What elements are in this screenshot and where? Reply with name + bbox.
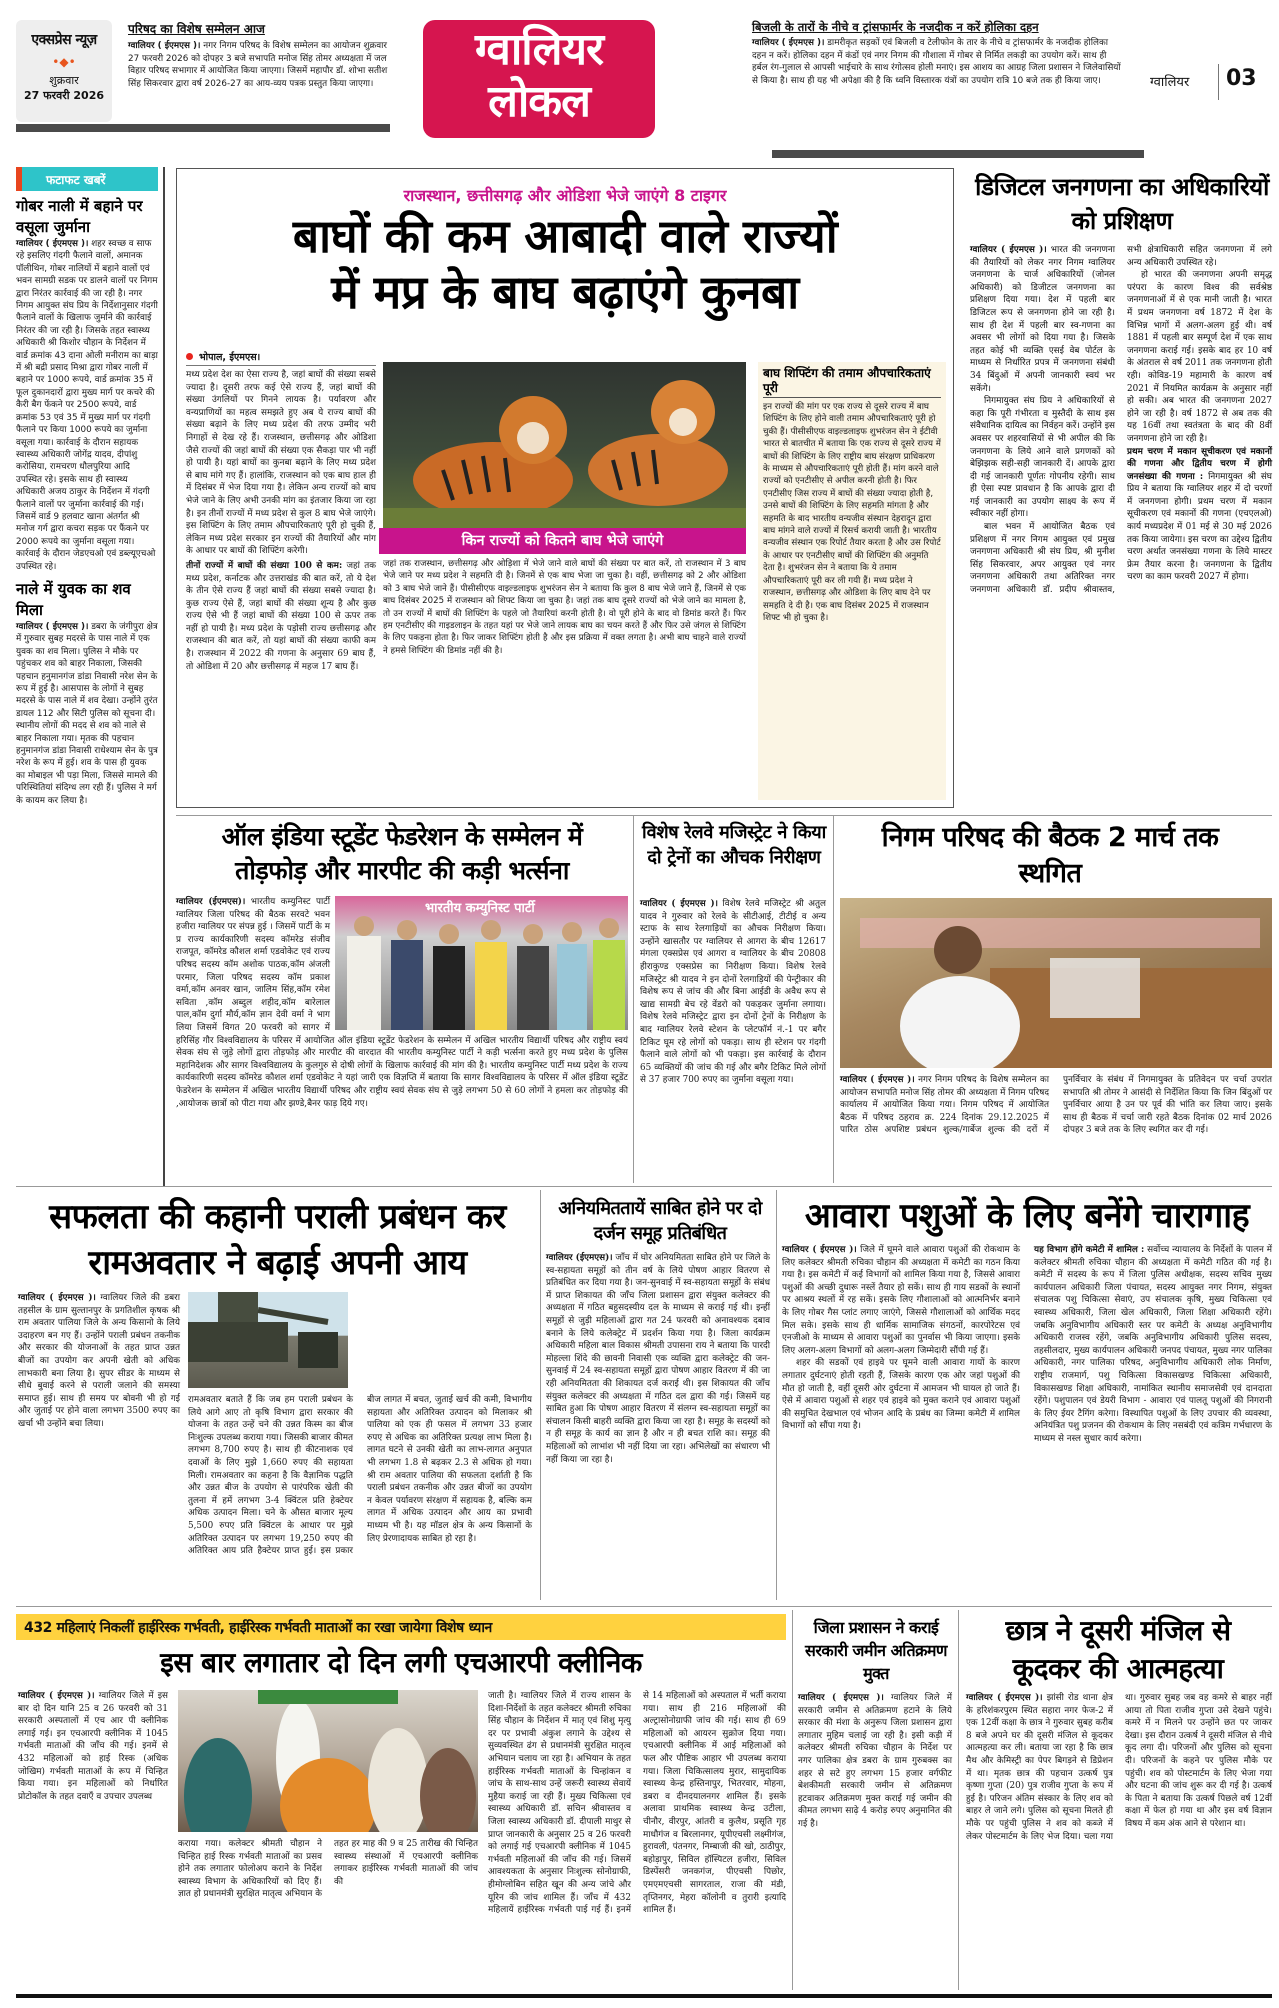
dateline: ग्वालियर ( ईएमएस )। bbox=[18, 1293, 96, 1303]
dateline: ग्वालियर (ईएमएस)। bbox=[176, 897, 246, 907]
caption-story: जहां तक राजस्थान, छत्तीसगढ़ और ओड़िशा में भेजे जाने वाले बाघों की संख्या पर बात करें, तो राजस्थान में 3 बाघ भेजे जाने पर मध्य प्रदेश ने सहमति दी है। जिनमें से एक बाघ भेजा जा चुका है। वहीं, छत्तीसगढ़ को 2 और ओडिशा को 3 बाघ भेजे जाने हैं। पीसीसीएफ वाइल्डलाइफ शुभरंजन सेन ने बताया कि कुल 8 बाघ भेजे जाने हैं, जिनमें से एक बाघ दिसंबर 2025 में राजस्थान को शिफ्ट किया जा चुका है। जहां तक बाघ दूसरे राज्यों को भेजे जाने का मामला है, तो उन राज्यों में बाघों की शिफ्टिंग के पहले जो तैयारियां करनी होती है। वो पूरी होने के बाद वो डिमांड करते हैं। फिर हम एनटीसीए की गाइडलाइन के तहत यहां पर भेजे जाने लायक बाघ का चयन करते हैं और फिर उसे जंगल से शिफ्टिंग के लिए पकड़ना होता है। फिर जाकर शिफ्टिंग होती है और इस प्रक्रिया में वक्त लगता है। अभी बाघ चाहने वाले राज्यों ने हमसे शिफ्टिंग की डिमांड नहीं की है। bbox=[383, 559, 746, 656]
column-divider bbox=[776, 1190, 777, 1600]
column-divider bbox=[833, 815, 834, 1183]
census-body bbox=[970, 244, 1272, 597]
dateline: ग्वालियर (ईएमएस)। bbox=[546, 1253, 613, 1263]
sidebar-divider bbox=[163, 167, 165, 1187]
masthead-bar-left bbox=[16, 124, 390, 132]
row3-divider bbox=[16, 1186, 1272, 1187]
sidebar-story-2-headline: नाले में युवक का शव मिला bbox=[16, 579, 131, 619]
column-divider bbox=[633, 815, 634, 1183]
lead-headline-line-2: में मप्र के बाघ बढ़ाएंगे कुनबा bbox=[331, 265, 799, 319]
sidebar bbox=[16, 167, 158, 807]
census-subhead: प्रथम चरण में मकान सूचीकरण एवं मकानों की गणना और द्वितीय चरण में होगी जनसंख्या की गणना : bbox=[1127, 446, 1272, 482]
census-p3: बाल भवन में आयोजित बैठक एवं प्रशिक्षण में नगर निगम आयुक्त एवं प्रमुख जनगणना अधिकारी श्री संघ प्रिय, श्री मुनीश सिंह सिकरवार, अपर आयुक्त एवं नगर जनगणना अधिकारी तथा अतिरिक्त नगर जनगणना अधिकारी डॉ. प्रदीप श्रीवास्तव, सभी क्षेत्राधिकारी सहित जनगणना में लगे अन्य अधिकारी उपस्थित रहे। bbox=[970, 245, 1272, 596]
column-divider bbox=[540, 1190, 541, 1600]
stubble-body-cols: रामअवतार बताते हैं कि जब हम पराली प्रबंधन के लिये आगे आए तो कृषि विभाग द्वारा सरकार की योजना के तहत उन्हें चने की उन्नत किस्म का बीज निःशुल्क उपलब्ध कराया गया। जिसकी बाजार कीमत लगभग 8,700 रुपए है। साथ ही कीटनाशक एवं दवाओं के लिए मुझे 1,660 रुपए की सहायता मिली। रामअवतार का कहना है कि वैज्ञानिक पद्धति और उन्नत बीज के उपयोग से पारंपरिक खेती की तुलना में हमें लगभग 3-4 क्विंटल प्रति हेक्टेयर अधिक उत्पादन मिला। चने के औसत बाजार मूल्य 5,500 रुपए प्रति क्विंटल के आधार पर मुझे अतिरिक्त उत्पादन पर लगभग 19,250 रुपए की अतिरिक्त आय प्रति हैक्टेयर प्राप्त हुई। इस प्रकार बीज लागत में बचत, जुताई खर्च की कमी, विभागीय सहायता और अतिरिक्त उत्पादन को मिलाकर श्री पालिया को एक ही फसल में लगभग 33 हजार रुपए से अधिक का अतिरिक्त प्रत्यक्ष लाभ मिला है। लागत घटने से उनकी खेती का लाभ-लागत अनुपात भी लगभग 1.8 से बढ़कर 2.3 से अधिक हो गया। श्री राम अवतार पालिया की सफलता दर्शाती है कि पराली प्रबंधन तकनीक और उन्नत बीजों का उपयोग न केवल पर्यावरण संरक्षण में सहायक है, बल्कि कम लागत में अधिक उत्पादन और आय का प्रभावी माध्यम भी है। यह मॉडल क्षेत्र के अन्य किसानों के लिए प्रेरणादायक साबित हो रहा है। bbox=[188, 1395, 532, 1557]
top-brief-right-body: डामरीकृत सड़कों एवं बिजली व टेलीफोन के तार के नीचे व ट्रांसफार्मर के नजदीक होलिका दहन न करें। होलिका दहन में कंडों एवं नगर निगम की गौशाला में गोबर से निर्मित लकड़ी का उपयोग करें। साथ ही हर्बल रंग-गुलाल से आपसी भाईचारे के साथ रंगोत्सव होली मनाएं। इस आशय का आग्रह जिला प्रशासन ने जिलेवासियों से किया है। साथ ही यह भी अपेक्षा की है कि ध्वनि विस्तारक यंत्रों का उपयोग रात्रि 10 बजे तक ही किया जाए। bbox=[752, 38, 1121, 86]
top-brief-left-headline: परिषद का विशेष सम्मेलन आज bbox=[128, 22, 265, 36]
stray-p2: शहर की सडकों एवं हाइवे पर घूमने वाली आवारा गायों के कारण लगातार दुर्घटनाएं होती रहती हैं, जिसके कारण एक ओर जहां पशुओं की मौत हो जाती है, वहीं दूसरी ओर दुर्घटना में आमजन भी घायल हो जाते हैं। ऐसे में आवारा पशुओं से शहर एवं हाइवे को मुक्त कराने एवं आवारा पशुओं की समुचित देखभाल एवं भोजन आदि के प्रबंध का जिम्मा कमेटी में शामिल विभागों को सौंपा गया है। bbox=[782, 1358, 1020, 1432]
red-bullet-icon bbox=[186, 353, 193, 360]
logo-line-1: ग्वालियर bbox=[475, 24, 603, 75]
stray-text: जिले में घूमने वाले आवारा पशुओं की रोकथाम के लिए कलेक्टर श्रीमती रुचिका चौहान की अध्यक्षता में कमेटी का गठन किया गया है। इस कमेटी में कई विभागों को शामिल किया गया है, जिससे आवारा पशुओं की अच्छी दुधारू नस्लें तैयार हो सकें। साथ ही गाय सडकों के स्थानों पर आश्रय स्थलों में रह सकें। इसके लिए गौशालाओं को आत्मनिर्भर बनाने के लिए गोबर गैस प्लांट लगाए जाएंगे, जिससे गौशालाओं को आर्थिक मदद मिल सके। इसके साथ ही धार्मिक सामाजिक संगठनों, कारपोरेटस एवं एनजीओ के माध्यम से आवारा पशुओं का पुनर्वास भी किया जाएगा। इसके लिए अलग-अलग विभागों को अलग-अलग जिम्मेदारी सौंपी गई हैं। bbox=[782, 1245, 1021, 1356]
hrp-body-under-photo: कराया गया। कलेक्टर श्रीमती चौहान ने चिन्हित हाई रिस्क गर्भवती माताओं का प्रसव होने तक लगातार फोलोअप कराने के निर्देश स्वास्थ्य विभाग के अधिकारियों को दिए हैं। ज्ञात हो प्रधानमंत्री सुरक्षित मातृत्व अभियान के तहत हर माह की 9 व 25 तारीख की चिन्हित स्वास्थ्य संस्थाओं में एचआरपी क्लीनिक लगाकर हाईरिस्क गर्भवती माताओं की जांच की bbox=[178, 1839, 478, 1900]
shg-headline: अनियमिततायें साबित होने पर दो दर्जन समूह प्रतिबंधित bbox=[558, 1198, 762, 1244]
stubble-body-col1 bbox=[18, 1292, 180, 1431]
harvester-illustration bbox=[188, 1292, 348, 1388]
photo-caption-bar bbox=[379, 528, 746, 554]
council-photo bbox=[840, 898, 1272, 1068]
census-p4: हो भारत की जनगणना अपनी समृद्ध परंपरा के कारण विश्व की सर्वश्रेष्ठ जनगणनाओं में से एक मानी जाती है। भारत में प्रथम जनगणना वर्ष 1872 में देश के विभिन्न भागों में अलग-अलग हुई थी। वर्ष 1881 में पहली बार सम्पूर्ण देश में एक साथ जनगणना कराई गई। इसके बाद हर 10 वर्ष के अंतराल से वर्ष 2011 तक जनगणना होती रही। कोविड-19 महामारी के कारण वर्ष 2021 में नियमित कार्यक्रम के अनुसार नहीं हो सकी। अब भारत की जनगणना 2027 होने जा रही है। वर्ष 1872 से अब तक की यह 16वीं तथा स्वतंत्रता के बाद की 8वीं जनगणना होने जा रही है। bbox=[1127, 270, 1272, 444]
column-divider bbox=[958, 1610, 959, 1990]
railway-text: विशेष रेलवे मजिस्ट्रेट श्री अतुल यादव ने गुरुवार को रेलवे के सीटीआई, टीटीई व अन्य स्टाफ के साथ रेलगाड़ियों का औचक निरीक्षण किया। उन्होंने खासतौर पर ग्वालियर से आगरा के बीच 12617 मंगला एक्सप्रेस एवं आगरा व ग्वालियर के बीच 20808 हीराकुण्ड एक्सप्रेस का निरीक्षण किया। विशेष रेलवे मजिस्ट्रेट श्री यादव ने इन दोनों रेलगाड़ियों की पेन्ट्रीकार की विशेष रूप से जांच की और बिना आईडी के अवैध रूप से खाद्य सामग्री बेच रहे वेंडरो को पकड़कर जुर्माना लगाया। विशेष रेलवे मजिस्ट्रेट द्वारा इन दोनों ट्रेनों के निरीक्षण के बाद ग्वालियर रेलवे स्टेशन के प्लेटफॉर्म नं.-1 पर बगैर टिकिट घूम रहे लोगों को पकड़ा। साथ ही स्टेशन पर गंदगी फैलाने वाले लोगों को भी पकड़ा। इस कार्रवाई के दौरान 65 व्यक्तियों की जांच की गई और बगैर टिकिट मिले लोगों से 37 हजार 700 रुपए का जुर्माना वसूला गया। bbox=[640, 899, 827, 1086]
dateline: ग्वालियर ( ईएमएस )। bbox=[966, 1693, 1043, 1703]
land-body bbox=[798, 1692, 952, 1831]
row4-divider bbox=[16, 1606, 1272, 1607]
suicide-body bbox=[966, 1692, 1272, 1843]
stubble-headline: सफलता की कहानी पराली प्रबंधन कर रामअवतार ने बढ़ाई अपनी आय bbox=[49, 1197, 506, 1283]
shg-text: जाँच में घोर अनियमितता साबित होने पर जिले के स्व-सहायता समूहों को तीन वर्ष के लिये पोषण आहार वितरण से प्रतिबंधित कर दिया गया है। जन-सुनवाई में स्व-सहायता समूहों के संबंध में प्राप्त शिकायत की जाँच जिला प्रशासन द्वारा संयुक्त कलेक्टर की अध्यक्षता में गठित बहुसदस्यीय दल के माध्यम से कराई गई थी। इन्हीं समूहों से जुड़ी महिलाओं द्वारा गत 24 फरवरी को अनावश्यक दबाव बनाने के लिये कलेक्ट्रेट में प्रदर्शन किया गया है। जिला कार्यक्रम अधिकारी महिला बाल विकास श्रीमती उपासना राय ने बताया कि पारदी मोहल्ला शिंदे की छावनी निवासी एक व्यक्ति द्वारा कलेक्ट्रेट की जन-सुनवाई में 24 स्व-सहायता समूहों द्वारा पोषण आहार वितरण में की जा रही अनियमितता की शिकायत दर्ज कराई थी। इस शिकायत की जाँच संयुक्त कलेक्टर की अध्यक्षता में गठित दल द्वारा की गई। जिसमें यह साबित हुआ कि पोषण आहार वितरण में संलग्न स्व-सहायता समूहों का संचालन किसी बाहरी व्यक्ति द्वारा किया जा रहा है। समूह के सदस्यों को न ही समूह के कार्य का ज्ञान है और न ही बचत राशि का। समूह की महिलाओं को लाभांश भी नहीं दिया जा रहा। अभिलेखों का संधारण भी नहीं किया जा रहा है। bbox=[546, 1253, 771, 1465]
sidebar-story-2-body: डबरा के जंगीपुरा क्षेत्र में गुरुवार सुबह मदरसे के पास नाले में एक युवक का शव मिला। पुलिस ने मौके पर पहुंचकर शव को बाहर निकाला, जिसकी पहचान हनुमानगंज डांडा निवासी नरेश सेन के रूप में हुई है। आसपास के लोगों ने सुबह मदरसे के पास नाले में शव देखा। उन्होंने तुरंत डायल 112 और सिटी पुलिस को सूचना दी। स्थानीय लोगों की मदद से शव को नाले से बाहर निकाला गया। मृतक की पहचान हनुमानगंज डांडा निवासी राधेश्याम सेन के पुत्र नरेश के रूप में हुई। शव के पास ही युवक का मोबाइल भी पड़ा मिला, जिससे मामले की परिस्थितियां संदिग्ध लग रही हैं। पुलिस ने मर्ग के कायम कर लिया है। bbox=[16, 621, 158, 806]
hrp-text: ग्वालियर जिले में इस बार दो दिन यानि 25 व 26 फरवरी को 31 सरकारी अस्पतालों में एच आर पी क्लीनिक लगाई गई। इन एचआरपी क्लीनिक में 1045 गर्भवती माताओं की जाँच की गई। इनमें से 432 महिलाओं को हाई रिस्क (अधिक जोखिम) गर्भवती माताओं के रूप में चिन्हित किया गया। इन महिलाओं को निर्धारित प्रोटोकॉल के तहत दवाएँ व उपचार उपलब्ध bbox=[18, 1691, 169, 1802]
council-text: नगर निगम परिषद के विशेष सम्मेलन का आयोजन सभापति मनोज सिंह तोमर की अध्यक्षता में निगम परिषद कार्यालय में आयोजित किया गया। निगम परिषद में आयोजित बैठक में परिषद ठहराव क्र. 224 दिनांक 29.12.2025 में पारित ठोस अपशिष्ट प्रबंधन शुल्क/गार्बेज शुल्क की दरों में पुनर्विचार के संबंध में निगमायुक्त के प्रतिवेदन पर चर्चा उपरांत सभापति श्री तोमर ने आसंदी से निर्देशित किया कि जिन बिंदुओं पर पुनर्विचार आया है उन पर पूर्व की भांति कर लिया जाए। इसके साथ ही बैठक में चर्चा जारी रहते बैठक दिनांक 02 मार्च 2026 दोपहर 3 बजे तक के लिए स्थगित कर दी गई। bbox=[840, 1075, 1272, 1136]
page-divider bbox=[1218, 64, 1219, 100]
top-brief-right bbox=[752, 20, 1124, 87]
tiger-illustration bbox=[383, 362, 746, 528]
stray-p3: सर्वोच्च न्यायालय के निर्देशों के पालन में कलेक्टर श्रीमती रुचिका चौहान की अध्यक्षता में कमेटी गठित की गई है। कमेटी में सदस्य के रूप में जिला पुलिस अधीक्षक, सदस्य सचिव मुख्य कार्यपालन अधिकारी जिला पंचायत, सदस्य आयुक्त नगर निगम, संयुक्त संचालक पशु चिकित्सा सेवाएं, उप संचालक कृषि, मुख्य चिकित्सा एवं स्वास्थ्य अधिकारी, जिला खेल अधिकारी, जिला शिक्षा अधिकारी रहेंगे। जबकि अनुविभागीय अधिकारी स्तर पर कमेटी के अध्यक्ष अनुविभागीय अधिकारी राजस्व रहेंगे, जबकि अनुविभागीय अधिकारी पुलिस सदस्य, तहसीलदार, मुख्य कार्यपालन अधिकारी जनपद पंचायत, मुख्य नगर पालिका अधिकारी, नगर पालिका परिषद, अनुविभागीय अधिकारी लोक निर्माण, राष्ट्रीय राजमार्ग, पशु चिकित्सा विकासखण्ड चिकित्सा अधिकारी, विकासखण्ड शिक्षा अधिकारी, नामांकित स्थानीय समाजसेवी एवं दानदाता रहेंगे। पशुपालन एवं डेयरी विभाग - आवारा एवं पालतू पशुओं की निगरानी के लिए ईयर टैगिंग करेगा। विस्थापित पशुओं के लिए उपचार की व्यवस्था, अनियंत्रित पशु प्रजनन की रोकथाम के लिए नसबंदी एवं कत्रिम गर्भधारण के माध्यम से नस्ल सुधार कार्य करेगा। bbox=[1034, 1245, 1272, 1444]
dateline: ग्वालियर ( ईएमएस )। bbox=[128, 41, 201, 51]
page-city: ग्वालियर bbox=[1150, 75, 1190, 90]
hrp-body-right: जाती है। ग्वालियर जिले में राज्य शासन के दिशा-निर्देशों के तहत कलेक्टर श्रीमती रुचिका सिंह चौहान के निर्देशन में मातृ एवं शिशु मृत्यु दर पर प्रभावी अंकुश लगाने के उद्देश्य से सुव्यवस्थित ढंग से प्रधानमंत्री सुरक्षित मातृत्व अभियान चलाय जा रहा है। अभियान के तहत हाईरिस्क गर्भवती माताओं के चिन्हांकन व जांच के साथ-साथ उन्हें जरूरी स्वास्थ्य सेवायें मुहैया कराई जा रही हैं। मुख्य चिकित्सा एवं स्वास्थ्य अधिकारी डॉ. सचिन श्रीवास्तव व जिला स्वास्थ्य अधिकारी डॉ. दीपाली माथुर से प्राप्त जानकारी के अनुसार 25 व 26 फरवरी को लगाई गई एचआरपी क्लीनिक में 1045 गर्भवती महिलाओं की जाँच की गई। जिसमें आवश्यकता के अनुसार निःशुल्क सोनोग्राफी, हीमोग्लोबिन सहित खून की अन्य जांचे और यूरिन की जांच शामिल हैं। जाँच में 432 महिलायें हाईरिस्क गर्भवती पाई गई हैं। इनमें से 14 महिलाओं को अस्पताल में भर्ती कराया गया। साथ ही 216 महिलाओं की अल्ट्रासोनोग्राफी जांच की गई। साथ ही 69 महिलाओं को आयरन सुक्रोज दिया गया। एचआरपी क्लीनिक में आई महिलाओं को फल और पौष्टिक आहार भी उपलब्ध कराया गया। जिला चिकित्सालय मुरार, सामुदायिक स्वास्थ्य केन्द्र हस्तिनापुर, भितरवार, मोहना, डबरा व दीनदयालनगर शामिल हैं। इसके अलावा प्राथमिक स्वास्थ्य केन्द्र उटीला, चीनौर, वीरपुर, आंतरी व कुलैथ, प्रसूति गृह माधौगंज व बिरलानगर, यूपीएचसी लक्ष्मीगंज, हुरावली, पंतनगर, निम्बाजी की खो, ठाठीपुर, बहोड़ापुर, सिविल हॉस्पिटल हजीरा, सिविल डिस्पेंसरी जनकगंज, पीएचसी पिछोर, एमएमएचसी सागरताल, राजा की मंडी, तृप्तिनगर, मेहरा कॉलोनी व तुरारी इत्यादि शामिल हैं। bbox=[488, 1691, 786, 1916]
dateline: ग्वालियर ( ईएमएस )। bbox=[840, 1075, 915, 1085]
brand-ornament-icon: •◆• bbox=[52, 55, 76, 69]
sidebar-story-2 bbox=[16, 579, 158, 807]
hrp-body bbox=[18, 1690, 168, 1803]
stray-subhead: यह विभाग होंगे कमेटी में शामिल : bbox=[1034, 1245, 1145, 1255]
census-p2: निगमायुक्त संघ प्रिय ने अधिकारियों से कहा कि पूरी गंभीरता व मुस्तैदी के साथ इस संवैधानिक दायित्व का निर्वहन करें। उन्होंने इस अवसर पर शहरवासियों से भी अपील की कि जनगणना के लिये आने वाले प्रगणकों को बेझिझक सही-सही जानकारी दें। आपके द्वारा दी गई जानकारी पूर्णतः गोपनीय रहेगी। साथ ही ऐसा स्पष्ट प्रावधान है कि आपके द्वारा दी गई जानकारी का उपयोग साक्ष्य के रूप में स्वीकार नहीं होगा। bbox=[970, 396, 1115, 520]
lead-dateline bbox=[186, 350, 376, 366]
column-divider bbox=[792, 1610, 793, 1990]
sidebar-label bbox=[16, 167, 158, 191]
census-p1: भारत की जनगणना की तैयारियों को लेकर नगर निगम ग्वालियर जनगणना के चार्ज अधिकारियों (जोनल अधिकारी) को डिजीटल जनगणना का प्रशिक्षण दिया गया। देश में पहली बार डिजिटल रूप से जनगणना होने जा रही है। साथ ही देश में पहली बार स्व-गणना का अवसर भी लोगों को दिया गया है। जिसके तहत कोई भी व्यक्ति एसई वेब पोर्टल के माध्यम से निर्धारित प्रपत्र में जनगणना संबंधी 34 बिंदुओं में अपनी जानकारी स्वयं भर सकेंगे। bbox=[970, 245, 1116, 394]
harvester-photo bbox=[188, 1292, 348, 1388]
dateline: ग्वालियर ( ईएमएस )। bbox=[970, 245, 1047, 255]
railway-body bbox=[640, 898, 826, 1087]
lead-body-2 bbox=[186, 560, 376, 673]
dateline: ग्वालियर ( ईएमएस )। bbox=[752, 38, 825, 48]
sidebar-label-text: फटाफट खबरें bbox=[46, 173, 106, 187]
dateline: ग्वालियर ( ईएमएस )। bbox=[798, 1693, 884, 1703]
census-p5: निगमायुक्त श्री संघ प्रिय ने बताया कि ग्वालियर शहर में दो चरणों में जनगणना होगी। प्रथम चरण में मकान सूचीकरण एवं मकानों की गणना (एचएलओ) कार्य मध्यप्रदेश में 01 मई से 30 मई 2026 तक किया जायेगा। इस चरण का उद्देश्य द्वितीय चरण अर्थात जनसंख्या गणना के लिये मास्टर फ्रेम तैयार करना है। जनगणना के द्वितीय चरण का काम फरवरी 2027 में होगा। bbox=[1127, 471, 1273, 583]
stray-headline: आवारा पशुओं के लिए बनेंगे चारागाह bbox=[804, 1196, 1250, 1236]
shifting-box-headline: बाघ शिफ्टिंग की तमाम औपचारिकताएं पूरी bbox=[763, 366, 941, 398]
suicide-headline: छात्र ने दूसरी मंजिल से कूदकर की आत्महत्या bbox=[1005, 1614, 1231, 1685]
dateline: ग्वालियर ( ईएमएस )। bbox=[16, 239, 89, 249]
lead-kicker: राजस्थान, छत्तीसगढ़ और ओडिशा भेजे जाएंगे 8 टाइगर bbox=[403, 186, 727, 205]
brand-name: एक्सप्रेस न्यूज़ bbox=[31, 32, 97, 48]
dateline: ग्वालियर ( ईएमएस )। bbox=[782, 1245, 857, 1255]
dateline: ग्वालियर ( ईएमएस )। bbox=[640, 899, 718, 909]
lead-body-2-text: जहां तक मध्य प्रदेश, कर्नाटक और उत्तराखंड की बात करें, तो ये देश के तीन ऐसे राज्य हैं जहां बाघों की संख्या सबसे ज्यादा है। कुछ राज्य ऐसे हैं, जहां बाघों की संख्या शून्य है और कुछ राज्य ऐसे भी हैं जहां बाघों की संख्या 100 से ऊपर तक नहीं हो पायी है। मध्य प्रदेश के पड़ोसी राज्य छत्तीसगढ़ और राजस्थान की बात करें, तो यहां बाघों की संख्या काफी कम है। राजस्थान में 2022 की गणना के अनुसार 69 बाघ हैं, तो ओडिशा में 20 और छत्तीसगढ़ में महज 17 बाघ हैं। bbox=[186, 560, 377, 672]
council-meeting-illustration bbox=[840, 898, 1272, 1068]
footer-rule bbox=[16, 1994, 1272, 1998]
photo-caption: किन राज्यों को कितने बाघ भेजे जाएंगे bbox=[461, 533, 664, 549]
masthead-bar-right bbox=[772, 150, 1144, 158]
dateline: ग्वालियर ( ईएमएस )। bbox=[18, 1691, 95, 1701]
lead-subhead: तीनों राज्यों में बाघों की संख्या 100 से कम: bbox=[186, 560, 343, 571]
top-brief-right-headline: बिजली के तारों के नीचे व ट्रांसफार्मर के नजदीक न करें होलिका दहन bbox=[752, 20, 1039, 34]
masthead-date-box bbox=[16, 20, 112, 122]
issue-date: 27 फरवरी 2026 bbox=[23, 89, 105, 102]
logo-line-2: लोकल bbox=[488, 76, 590, 127]
aisf-body-text: भारतीय कम्युनिस्ट पार्टी ग्वालियर जिला परिषद की बैठक सरवटे भवन हजीरा ग्वालियर पर संपन्न हुई । जिसमें पार्टी के म प्र राज्य कार्यकारिणी सदस्य कॉमरेड संजीव राजपूत, कॉमरेड कौशल शर्मा एडवोकेट एवं राज्य परिषद सदस्य कॉम अशोक पाठक,कॉम अंजली परमार, जिला परिषद सदस्य कॉम प्रकाश वर्मा,कॉम अनवर खान, जालिम सिंह,कॉम रमेश सविता ,कॉम अब्दुल शहीद,कॉम बारेलाल पाल,कॉम दुर्गा मौर्य,कॉम ज्ञान देवी वर्मा ने भाग लिया जिसमें विगत 20 फरवरी को सागर में हरिसिंह गौर विश्वविद्यालय के परिसर में आयोजित ऑल इंडिया स्टूडेंट फेडरेशन के सम्मेलन में अखिल भारतीय विद्यार्थी परिषद और राष्ट्रीय स्वयं सेवक संघ से जुड़े लोगों द्वारा तोड़फोड़ और मारपीट की वारदात की भारतीय कम्युनिस्ट पार्टी ने कड़ी भर्त्सना करते हुए मध्य प्रदेश के पुलिस महानिदेशक और सागर विश्वविद्यालय के कुलगुरु से दोषी लोगों के खिलाफ कार्रवाई की मांग की है। भारतीय कम्युनिस्ट पार्टी मध्य प्रदेश के राज्य कार्यकारिणी सदस्य कॉमरेड कौशल शर्मा एडवोकेट ने यहां जारी एक विज्ञप्ति में बताया कि सागर विश्वविद्यालय के परिसर में ऑल इंडिया स्टूडेंट फेडरेशन के सम्मेलन में अखिल भारतीय विद्यार्थी परिषद और राष्ट्रीय स्वयं सेवक संघ से जुड़े लगभग 50 से 60 लोगों ने हमला कर तोड़फोड़ की ,आयोजक छात्रों को पीटा गया और झण्डे,बैनर फाड़ दिये गए। bbox=[176, 897, 628, 1109]
shg-body bbox=[546, 1252, 770, 1466]
dateline-text: भोपाल, ईएमएस। bbox=[199, 352, 261, 363]
sidebar-story-1-headline: गोबर नाली में बहाने पर वसूला जुर्माना bbox=[16, 197, 143, 236]
shifting-box bbox=[758, 362, 946, 800]
aisf-photo-banner: भारतीय कम्युनिस्ट पार्टी bbox=[425, 901, 535, 916]
hrp-clinic-photo bbox=[178, 1690, 478, 1832]
council-headline: निगम परिषद की बैठक 2 मार्च तक स्थगित bbox=[881, 822, 1219, 889]
suicide-text: झांसी रोड थाना क्षेत्र के हरिशंकरपुरम स्थित सहारा नगर फेज-2 में एक 12वीं कक्षा के छात्र ने गुरुवार सुबह करीब 8 बजे अपने घर की दूसरी मंजिल से कूदकर आत्महत्या कर ली। बताया जा रहा है कि छात्र मैथ और केमिस्ट्री का पेपर बिगड़ने से डिप्रेशन में था। मृतक छात्र की पहचान उत्कर्ष पुत्र कृष्णा गुप्ता (20) पुत्र राजीव गुप्ता के रूप में हुई है। परिजन अंतिम संस्कार के लिए शव को बाहर ले जाने लगे। पुलिस को सूचना मिलते ही मौके पर पहुंची पुलिस ने शव को कब्जे में लेकर पोस्टमार्टम के लिए भेज दिया। चला गया था। गुरुवार सुबह जब वह कमरे से बाहर नहीं आया तो पिता राजीव गुप्ता उसे देखने पहुंचे। कमरे में न मिलने पर उन्होंने छत पर जाकर देखा। इस दौरान उत्कर्ष ने दूसरी मंजिल से नीचे कूद लगा दी। परिजनों और पुलिस को सूचना दी। परिजनों के कहने पर पुलिस मौके पर पहुंची। शव को पोस्टमार्टम के लिए भेजा गया और घटना की जांच शुरू कर दी गई है। उत्कर्ष के पिता ने बताया कि उत्कर्ष पिछले वर्ष 12वीं कक्षा में फेल हो गया था और इस वर्ष विज्ञान विषय में कम अंक आने से परेशान था। bbox=[966, 1693, 1272, 1842]
hrp-kicker-bar bbox=[16, 1614, 786, 1640]
council-body bbox=[840, 1074, 1272, 1137]
hrp-headline: इस बार लगातार दो दिन लगी एचआरपी क्लीनिक bbox=[160, 1646, 642, 1679]
lead-headline-line-1: बाघों की कम आबादी वाले राज्यों bbox=[292, 209, 838, 263]
census-headline: डिजिटल जनगणना का अधिकारियों को प्रशिक्षण bbox=[975, 173, 1269, 235]
aisf-photo-float bbox=[330, 896, 628, 1034]
hrp-kicker: 432 महिलाएं निकलीं हाईरिस्क गर्भवती, हाईरिस्क गर्भवती माताओं का रखा जायेगा विशेष ध्यान bbox=[24, 1620, 492, 1636]
sidebar-story-1 bbox=[16, 196, 158, 573]
page-number: 03 bbox=[1226, 66, 1257, 91]
stubble-text: ग्वालियर जिले की डबरा तहसील के ग्राम सुल्तानपुर के प्रगतिशील कृषक श्री राम अवतार पालिया जिले के अन्य किसानो के लिये उदाहरण बन गए हैं। उन्होंने पराली प्रबंधन तकनीक और सरकार की योजनाओं के तहत प्राप्त उन्नत बीजों का उपयोग कर अपनी खेती को अधिक लाभकारी बना लिया है। सुपर सीडर के माध्यम से सीधे बुवाई करने से पराली जलाने की समस्या समाप्त हुई। साथ ही समय पर बोवनी भी हो गई और जुताई पर होने वाला लगभग 3500 रुपए का खर्चा भी उन्होंने बचा लिया। bbox=[18, 1293, 181, 1429]
shifting-box-body: इन राज्यों की मांग पर एक राज्य से दूसरे राज्य में बाघ शिफ्टिंग के लिए होने वाली तमाम औपचारिकताएं पूरी हो चुकी हैं। पीसीसीएफ वाइल्डलाइफ शुभरंजन सेन ने ईटीवी भारत से बातचीत में बताया कि एक राज्य से दूसरे राज्य में बाघों की शिफ्टिंग के लिए राष्ट्रीय बाघ संरक्षण प्राधिकरण के माध्यम से औपचारिकताएं पूरी होती हैं। मांग करने वाले राज्यों को एनटीसीए से अपील करनी होती है। फिर एनटीसीए जिस राज्य में बाघों की संख्या ज्यादा होती है, उनसे बाघों की शिफ्टिंग के लिए सहमति मांगता है और सहमति के बाद भारतीय वन्यजीव संस्थान देहरादून द्वारा बाघ मांगने वाले राज्यों में रिसर्च करायी जाती है। भारतीय वन्यजीव संस्थान एक रिपोर्ट तैयार करता है और उस रिपोर्ट के आधार पर एनटीसीए बाघों की शिफ्टिंग की अनुमति देता है। शुभरंजन सेन ने बताया कि ये तमाम औपचारिकताएं पूरी कर ली गयी हैं। मध्य प्रदेश ने राजस्थान, छत्तीसगढ़ और ओडिशा के लिए बाघ देने पर समहति दे दी है। एक बाघ दिसंबर 2025 में राजस्थान शिफ्ट भी हो चुका है। bbox=[763, 402, 941, 623]
lead-body bbox=[186, 350, 376, 673]
aisf-headline: ऑल इंडिया स्टूडेंट फेडरेशन के सम्मेलन में तोड़फोड़ और मारपीट की कड़ी भर्त्सना bbox=[221, 822, 583, 885]
land-text: ग्वालियर जिले में सरकारी जमीन से अतिक्रमण हटाने के लिये सरकार की मंशा के अनुरूप जिला प्रशासन द्वारा लगातार मुहिम चलाई जा रही है। इसी कड़ी में कलेक्टर श्रीमती रुचिका चौहान के निर्देश पर नगर पालिका क्षेत्र डबरा के ग्राम गुरुबक्स का शहर से सटे हुए लगभग 15 हजार वर्गफीट बेशकीमती सरकारी जमीन से अतिक्रमण हटवाकर अतिक्रमण मुक्त कराई गई जमीन की कीमत लगभग साढ़े 4 करोड़ रुपए अनुमानित की गई है। bbox=[798, 1693, 953, 1829]
top-brief-left-body: नगर निगम परिषद के विशेष सम्मेलन का आयोजन शुक्रवार 27 फरवरी 2026 को दोपहर 3 बजे सभापति मनोज सिंह तोमर अध्यक्षता में जल विहार परिषद सभागार में आयोजित किया जाएगा। जिसमें महापौर डॉ. शोभा सतीश सिंह सिकरवार द्वारा वर्ष 2026-27 का आय-व्यय पत्रक प्रस्तुत किया जाएगा। bbox=[128, 41, 388, 89]
lead-body-text: मध्य प्रदेश देश का ऐसा राज्य है, जहां बाघों की संख्या सबसे ज्यादा है। दूसरी तरफ कई ऐसे राज्य हैं, जहां बाघों की संख्या उंगलियों पर गिनने लायक है। पर्यावरण और वन्यप्राणियों का महत्व समझते हुए अब ये राज्य बाघों की संख्या बढ़ाने के लिए मध्य प्रदेश की तरफ उम्मीद भरी निगाहों से देख रहे हैं। राजस्थान, छत्तीसगढ़ और ओडिशा जैसे राज्यों की जहां बाघों की संख्या एक सैकड़ा पार भी नहीं हो पायी है। यहां बाघों का कुनबा बढ़ाने के लिए मध्य प्रदेश से बाघ मांगे गए हैं। हालांकि, राजस्थान को एक बाघ हाल ही में दिसंबर में भेज दिया गया है। लेकिन अन्य राज्यों को बाघ भेजे जाने के लिए अभी उनकी मांग का इंतजार किया जा रहा है। इन तीनों राज्यों में मध्य प्रदेश से कुल 8 बाघ भेजे जाएंगे। इस शिफ्टिंग के लिए तमाम औपचारिकताएं पूरी हो चुकी हैं, लेकिन मध्य प्रदेश सरकार इन राज्यों की तैयारियों और मांग के आधार पर बाघों की शिफ्टिंग करेगी। bbox=[186, 370, 376, 557]
aisf-body bbox=[176, 896, 628, 1110]
tiger-photo bbox=[383, 362, 746, 528]
section-logo bbox=[423, 20, 655, 138]
issue-day: शुक्रवार bbox=[49, 74, 79, 87]
dateline: ग्वालियर ( ईएमएस )। bbox=[16, 621, 89, 632]
land-headline: जिला प्रशासन ने कराई सरकारी जमीन अतिक्रमण मुक्त bbox=[805, 1618, 947, 1683]
clinic-crowd-illustration bbox=[178, 1690, 478, 1832]
stray-body bbox=[782, 1244, 1272, 1446]
railway-headline: विशेष रेलवे मजिस्ट्रेट ने किया दो ट्रेनों का औचक निरीक्षण bbox=[641, 822, 827, 868]
sidebar-story-1-body: शहर स्वच्छ व साफ रहे इसलिए गंदगी फैलाने वालों, अमानक पॉलीथिन, गोबर नालियों में बहाने वालों एवं भवन सामग्री सडक पर डालने वालों पर निगम द्वारा निरंतर कार्रवाई की जा रही है। नगर निगम आयुक्त संघ प्रिय के निर्देशानुसार गंदगी फैलाने वालों के खिलाफ जुर्माने की कार्रवाई निरंतर की जा रही है। जिसके तहत स्वास्थ्य अधिकारी श्री किशोर चौहान के निर्देशन में वार्ड क्रमांक 43 दाना ओली मनीराम का बाड़ा में श्री बद्री प्रसाद मिश्रा द्वारा गोबर नाली में बहाने पर 1000 रूपये, वार्ड क्रमांक 35 में फूल दुकानदारों द्वारा मुख्य मार्ग पर कचरे की कैरी बैग फेंकने पर 2500 रूपये, वार्ड क्रमांक 53 एवं 35 में मुख्य मार्ग पर गंदगी फैलाने पर किया 1000 रूपये का जुर्माना वसूला गया। कार्रवाई के दौरान सहायक स्वास्थ्य अधिकारी जोगेंद्र यादव, दीपांशु करोसिया, रामचरण धौलपुरिया आदि उपस्थित रहे। इसके साथ ही स्वास्थ्य अधिकारी अजय ठाकुर के निर्देशन में गंदगी फैलाने वालों पर जुर्माना कार्रवाई की गई। जिसमें वार्ड 9 हलवाट खाना अंतर्गत श्री मनोज गर्ग द्वारा कचरा सड़क पर फैंकने पर 2000 रूपये का जुर्माना वसूला गया। कार्रवाई के दौरान जेडएचओ एवं डब्ल्यूएचओ उपस्थित रहे। bbox=[16, 239, 158, 572]
lead-headline bbox=[176, 208, 954, 320]
top-brief-left bbox=[128, 20, 400, 90]
row2-divider bbox=[176, 815, 1272, 816]
